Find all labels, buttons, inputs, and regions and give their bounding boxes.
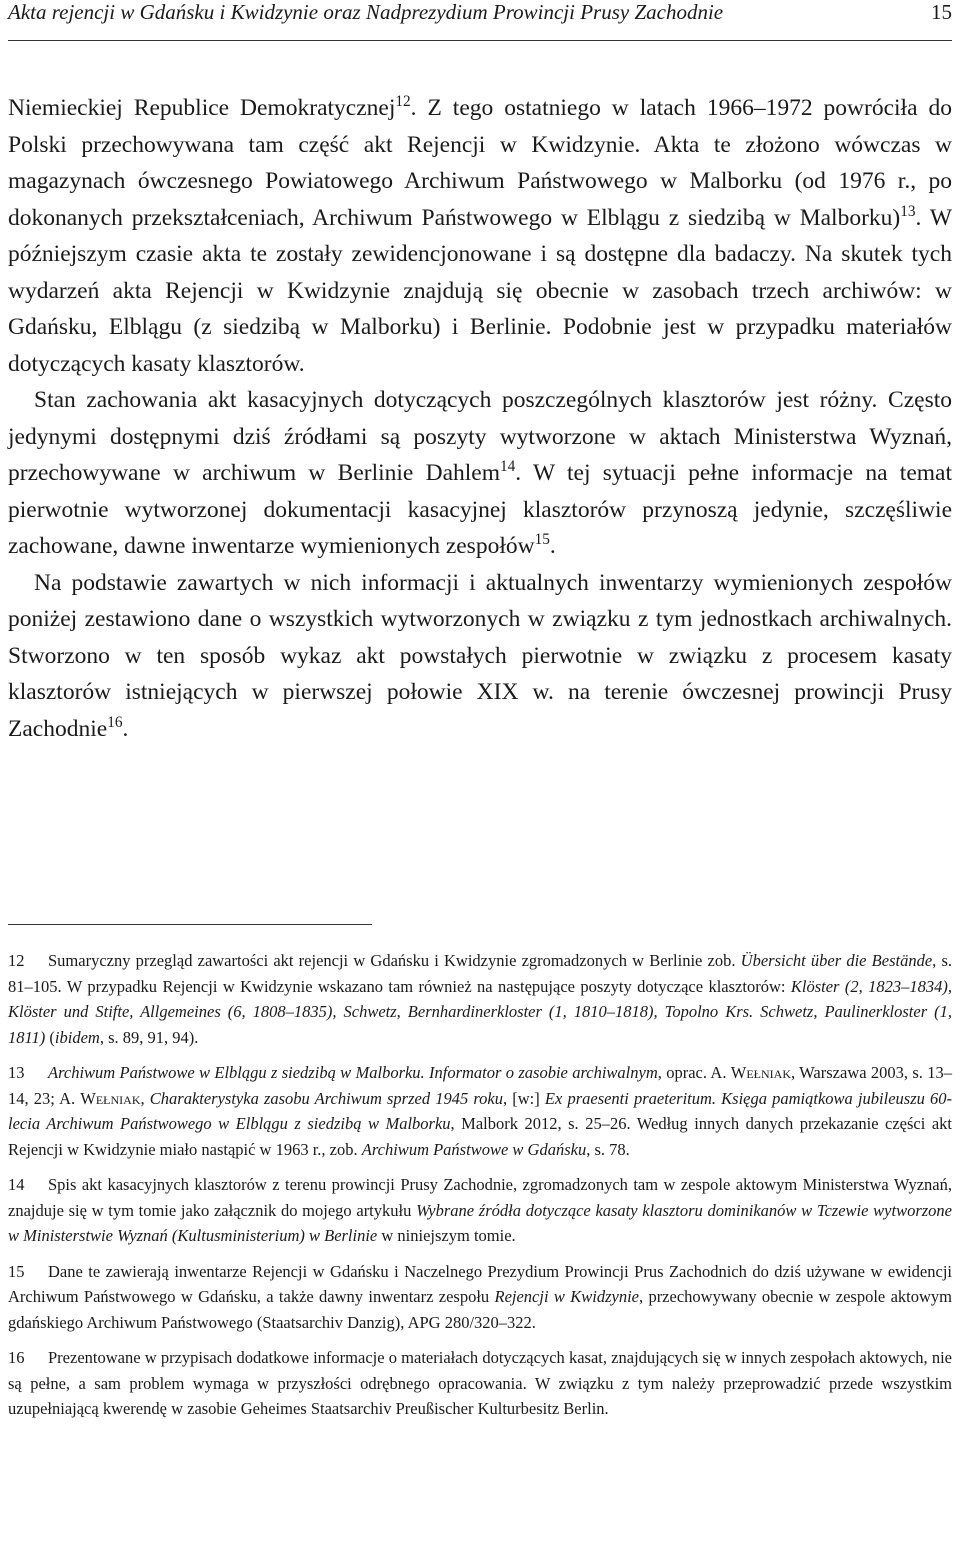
footnote-text: , s. 89, 91, 94). [99,1027,199,1047]
paragraph-text: . W późniejszym czasie akta te zostały zewidencjonowane i są dostępne dla badaczy. Na skutek tych wydarzeń akta Rejencji w Kwidzynie znajdują się obecnie w zasobach trzech archiwów: w Gdańsku, Elblągu (z siedzibą w Malborku) i Berlinie. Podobnie jest w przypadku materiałów dotyczących kasaty klasztorów. [8,204,952,377]
footnote-text: Sumaryczny przegląd zawartości akt rejencji w Gdańsku i Kwidzynie zgromadzonych w Berlinie zob. [48,951,741,970]
footnote-text: , Malbork 2012, s. 25–26. Według innych danych przekazanie części akt Rejencji w Kwidzynie miało nastąpić w 1963 r., zob. [8,1114,952,1159]
paragraph-text: . [122,715,129,742]
footnote-number: 13 [8,1063,25,1082]
footnote-text: , [140,1088,150,1108]
footnote-text: , Warszawa 2003, s. 13–14, 23; A. [8,1063,952,1108]
footnote-text: Dane te zawierają inwentarze Rejencji w Gdańsku i Naczelnego Prezydium Prowincji Prus Zachodnich do dziś używane w ewidencji Archiwum Państwowego w Gdańsku, a także dawny inwentarz zespołu [8,1261,952,1306]
footnote-number: 12 [8,951,25,970]
running-header-title: Akta rejencji w Gdańsku i Kwidzynie oraz Nadprezydium Prowincji Prusy Zachodnie [8,0,724,24]
footnote-number: 15 [8,1261,25,1281]
paragraph-text: . Z tego ostatniego w latach 1966–1972 powróciła do Polski przechowywana tam część akt Rejencji w Kwidzynie. Akta te złożono wówczas w magazynach ówczesnego Powiatowego Archiwum Państwowego w Malborku (od 1976 r., po dokonanych przekształceniach, Archiwum Państwowego w Elblągu z siedzibą w Malborku) [8,95,952,231]
paragraph-text: . [549,533,556,559]
footnote-text: ( [45,1027,55,1047]
footnote-text: Spis akt kasacyjnych klasztorów z terenu prowincji Prusy Zachodnie, zgromadzonych tam w zespole aktowym Ministerstwa Wyznań, znajduje się w tym tomie jako załącznik do mojego artykułu [8,1175,952,1220]
paragraph-text: Niemieckiej Republice Demokratycznej [8,95,396,121]
footnote-italic: Rejencji w Kwidzynie [494,1287,639,1306]
running-header [8,0,952,28]
footnote-italic: Charakterystyka zasobu Archiwum sprzed 1945 roku [149,1088,503,1108]
main-text [8,90,952,747]
footnote-text: , s. 81–105. W przypadku Rejencji w Kwidzynie wskazano tam również na następujące poszyty dotyczące klasztorów: [8,951,953,996]
footnote-separator [8,924,372,925]
footnote-italic: Übersicht über die Bestände [740,951,933,970]
footnote-italic: Klöster (2, 1823–1834), Klöster und Stifte, Allgemeines (6, 1808–1835), Schwetz, Bernhardinerkloster (1, 1810–1818), Topolno Krs. Schwetz, Paulinerkloster (1, 1811) [8,976,952,1047]
page-number: 15 [931,0,952,24]
footnote-14 [8,1172,952,1249]
footnote-ref-14[interactable]: 14 [500,458,516,476]
paragraph-text: Stan zachowania akt kasacyjnych dotyczących poszczególnych klasztorów jest różny. Często jedynymi dostępnymi dziś źródłami są poszyty wytworzone w aktach Ministerstwa Wyznań, przechowywane w archiwum w Berlinie Dahlem [8,387,952,486]
footnote-15 [8,1259,952,1336]
footnote-ref-15[interactable]: 15 [534,531,550,549]
footnote-number: 14 [8,1175,25,1194]
paragraph-3 [8,565,952,748]
author-name: Wełniak [730,1063,792,1082]
footnote-text: w niniejszym tomie. [377,1226,516,1245]
footnote-text: Prezentowane w przypisach dodatkowe informacje o materiałach dotyczących kasat, znajdujących się w innych zespołach aktowych, nie są pełne, a sam problem wymaga w przyszłości odrębnego opracowania. W związku z tym należy przeprowadzić przede wszystkim uzupełniającą kwerendę w zasobie Geheimes Staatsarchiv Preußischer Kulturbesitz Berlin. [8,1348,952,1418]
footnote-12 [8,948,952,1050]
footnote-italic: Archiwum Państwowe w Gdańsku [361,1139,587,1159]
paragraph-text: Na podstawie zawartych w nich informacji i aktualnych inwentarzy wymienionych zespołów poniżej zestawiono dane o wszystkich wytworzonych w związku z tym jednostkach archiwalnych. Stworzono w ten sposób wykaz akt powstałych pierwotnie w związku z procesem kasaty klasztorów istniejących w pierwszej połowie XIX w. na terenie ówczesnej prowincji Prusy Zachodnie [8,569,952,742]
paragraph-2 [8,382,952,565]
footnote-italic: ibidem [54,1027,100,1047]
author-name: Wełniak [80,1088,141,1108]
footnote-text: , oprac. A. [657,1063,731,1082]
header-divider [8,40,952,41]
footnote-italic: Ex praesenti praeteritum. Księga pamiątkowa jubileuszu 60-lecia Archiwum Państwowego w Elblągu z siedzibą w Malborku [8,1088,952,1133]
paragraph-1 [8,90,952,382]
footnote-ref-12[interactable]: 12 [395,93,411,111]
paragraph-text: . W tej sytuacji pełne informacje na temat pierwotnie wytworzonej dokumentacji kasacyjnej klasztorów przynoszą jedynie, szczęśliwie zachowane, dawne inwentarze wymienionych zespołów [8,460,952,559]
footnote-13 [8,1060,952,1162]
footnote-italic: Wybrane źródła dotyczące kasaty klasztoru dominikanów w Tczewie wytworzone w Ministerstwie Wyznań (Kultusministerium) w Berlinie [8,1200,952,1245]
footnote-ref-16[interactable]: 16 [107,713,123,731]
footnote-16 [8,1345,952,1422]
footnote-text: , s. 78. [586,1139,630,1159]
footnote-text: , przechowywany obecnie w zespole aktowym gdańskiego Archiwum Państwowego (Staatsarchiv Danzig), APG 280/320–322. [8,1287,952,1332]
footnotes [8,948,952,1432]
footnote-ref-13[interactable]: 13 [900,202,916,220]
footnote-text: , [w:] [503,1088,545,1108]
footnote-italic: Archiwum Państwowe w Elblągu z siedzibą w Malborku. Informator o zasobie archiwalnym [48,1063,658,1082]
footnote-number: 16 [8,1348,25,1367]
